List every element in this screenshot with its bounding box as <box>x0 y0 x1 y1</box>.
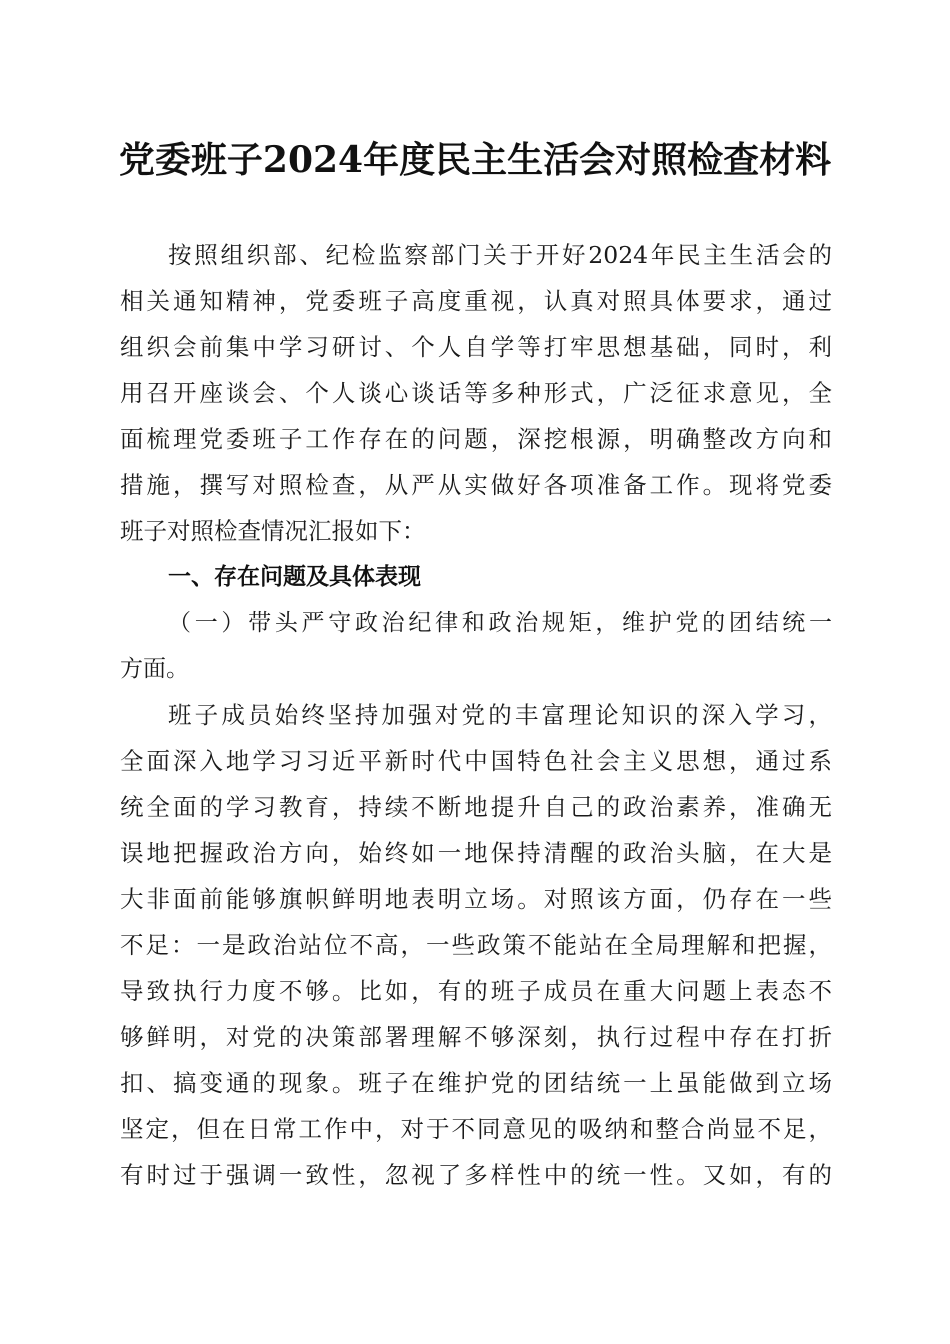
subsection-heading-line: 方面。 <box>120 656 189 682</box>
intro-line: 用召开座谈会、个人谈心谈话等多种形式，广泛征求意见，全 <box>120 379 832 407</box>
body-line: 不足：一是政治站位不高，一些政策不能站在全局理解和把握， <box>120 931 832 959</box>
body-line: 全面深入地学习习近平新时代中国特色社会主义思想，通过系 <box>120 747 832 775</box>
intro-line: 班子对照检查情况汇报如下： <box>120 517 426 545</box>
body-line: 统全面的学习教育，持续不断地提升自己的政治素养，准确无 <box>120 793 832 821</box>
intro-line: 相关通知精神，党委班子高度重视，认真对照具体要求，通过 <box>120 287 832 315</box>
body-line: 误地把握政治方向，始终如一地保持清醒的政治头脑，在大是 <box>120 839 832 867</box>
intro-line: 措施，撰写对照检查，从严从实做好各项准备工作。现将党委 <box>120 471 832 499</box>
document-body <box>120 232 832 1198</box>
body-line: 大非面前能够旗帜鲜明地表明立场。对照该方面，仍存在一些 <box>120 885 832 913</box>
body-line: 导致执行力度不够。比如，有的班子成员在重大问题上表态不 <box>120 977 832 1005</box>
section-heading: 一、存在问题及具体表现 <box>168 564 421 590</box>
document-title: 党委班子2024年度民主生活会对照检查材料 <box>118 139 832 181</box>
subsection-heading-line: （一）带头严守政治纪律和政治规矩，维护党的团结统一 <box>168 610 832 636</box>
body-line: 够鲜明，对党的决策部署理解不够深刻，执行过程中存在打折 <box>120 1023 832 1051</box>
intro-line: 面梳理党委班子工作存在的问题，深挖根源，明确整改方向和 <box>120 425 832 453</box>
intro-line: 按照组织部、纪检监察部门关于开好2024年民主生活会的 <box>168 241 832 269</box>
body-line: 扣、搞变通的现象。班子在维护党的团结统一上虽能做到立场 <box>120 1069 832 1097</box>
intro-line: 组织会前集中学习研讨、个人自学等打牢思想基础，同时，利 <box>120 333 832 361</box>
body-line: 班子成员始终坚持加强对党的丰富理论知识的深入学习， <box>168 701 832 729</box>
body-line: 坚定，但在日常工作中，对于不同意见的吸纳和整合尚显不足， <box>120 1115 832 1143</box>
body-line: 有时过于强调一致性，忽视了多样性中的统一性。又如，有的 <box>120 1161 832 1189</box>
